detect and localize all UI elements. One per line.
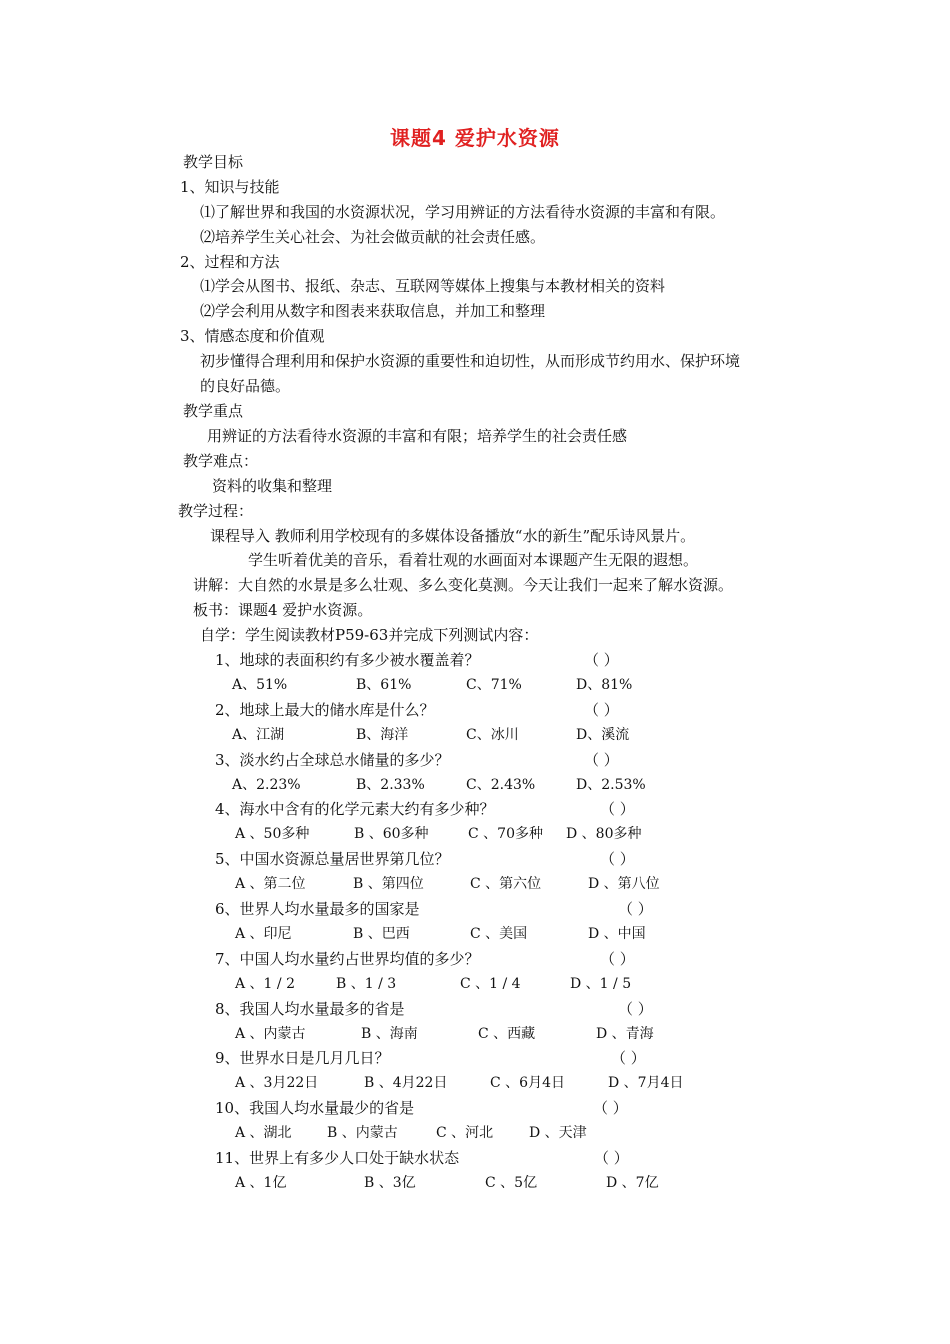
question-8-answer-blank: （ ）: [618, 1000, 653, 1018]
question-3-option-a: A、2.23%: [232, 777, 301, 793]
question-6-option-d: D 、中国: [588, 926, 646, 942]
question-9-option-b: B 、4月22日: [364, 1075, 448, 1091]
key-points-text: 用辨证的方法看待水资源的丰富和有限；培养学生的社会责任感: [207, 427, 628, 445]
question-11-option-d: D 、7亿: [606, 1175, 659, 1191]
question-4-option-d: D 、80多种: [566, 826, 642, 842]
question-8-option-b: B 、海南: [361, 1026, 418, 1042]
question-2-text: 2、地球上最大的储水库是什么？: [215, 701, 435, 719]
question-1-option-c: C、71%: [466, 677, 522, 693]
question-1-answer-blank: （ ）: [584, 651, 619, 669]
question-4-answer-blank: （ ）: [600, 800, 635, 818]
section-3-text-line-2: 的良好品德。: [200, 377, 291, 395]
question-2-option-d: D、溪流: [576, 727, 630, 743]
question-9-option-a: A 、3月22日: [235, 1075, 319, 1091]
question-11-text: 11、世界上有多少人口处于缺水状态: [215, 1149, 460, 1167]
section-1-item-1: ⑴了解世界和我国的水资源状况，学习用辨证的方法看待水资源的丰富和有限。: [200, 203, 726, 221]
question-1-option-b: B、61%: [356, 677, 412, 693]
question-7-option-d: D 、1 / 5: [570, 976, 632, 992]
question-4-option-c: C 、70多种: [468, 826, 543, 842]
question-1-option-d: D、81%: [576, 677, 633, 693]
question-11-answer-blank: （ ）: [594, 1149, 629, 1167]
question-9-text: 9、世界水日是几月几日？: [215, 1049, 390, 1067]
section-3-heading: 3、情感态度和价值观: [180, 327, 325, 345]
question-3-option-b: B、2.33%: [356, 777, 425, 793]
section-2-item-2: ⑵学会利用从数字和图表来获取信息，并加工和整理: [200, 302, 546, 320]
question-4-option-b: B 、60多种: [354, 826, 429, 842]
question-3-answer-blank: （ ）: [584, 751, 619, 769]
question-8-option-a: A 、内蒙古: [235, 1026, 306, 1042]
question-4-option-a: A 、50多种: [235, 826, 310, 842]
question-8-option-c: C 、西藏: [478, 1026, 536, 1042]
question-10-option-b: B 、内蒙古: [327, 1125, 398, 1141]
question-2-option-c: C、冰川: [466, 727, 519, 743]
question-9-option-d: D 、7月4日: [608, 1075, 684, 1091]
question-2-option-a: A、江湖: [232, 727, 285, 743]
section-2-item-1: ⑴学会从图书、报纸、杂志、互联网等媒体上搜集与本教材相关的资料: [200, 277, 666, 295]
question-10-option-a: A 、湖北: [235, 1125, 292, 1141]
question-5-text: 5、中国水资源总量居世界第几位？: [215, 850, 450, 868]
process-board: 板书：课题4 爱护水资源。: [193, 601, 373, 619]
question-10-text: 10、我国人均水量最少的省是: [215, 1099, 415, 1117]
section-2-heading: 2、过程和方法: [180, 253, 280, 271]
section-1-heading: 1、知识与技能: [180, 178, 280, 196]
question-5-option-a: A 、第二位: [235, 876, 306, 892]
question-1-option-a: A、51%: [232, 677, 288, 693]
question-3-text: 3、淡水约占全球总水储量的多少？: [215, 751, 450, 769]
question-10-answer-blank: （ ）: [593, 1099, 628, 1117]
difficulty-heading: 教学难点：: [183, 452, 259, 470]
question-2-option-b: B、海洋: [356, 727, 409, 743]
question-11-option-b: B 、3亿: [364, 1175, 416, 1191]
question-6-option-c: C 、美国: [470, 926, 528, 942]
question-1-text: 1、地球的表面积约有多少被水覆盖着？: [215, 651, 480, 669]
question-7-option-c: C 、1 / 4: [460, 976, 521, 992]
question-8-option-d: D 、青海: [596, 1026, 654, 1042]
objectives-heading: 教学目标: [183, 153, 244, 171]
question-3-option-c: C、2.43%: [466, 777, 536, 793]
question-11-option-a: A 、1亿: [235, 1175, 287, 1191]
process-intro-line-1: 课程导入 教师利用学校现有的多媒体设备播放“水的新生”配乐诗风景片。: [210, 527, 696, 545]
question-5-option-c: C 、第六位: [470, 876, 542, 892]
question-10-option-c: C 、河北: [436, 1125, 494, 1141]
question-3-option-d: D、2.53%: [576, 777, 646, 793]
question-7-answer-blank: （ ）: [600, 950, 635, 968]
question-10-option-d: D 、天津: [529, 1125, 587, 1141]
process-self-study: 自学：学生阅读教材P59-63并完成下列测试内容：: [200, 626, 539, 644]
question-6-answer-blank: （ ）: [618, 900, 653, 918]
question-6-option-a: A 、印尼: [235, 926, 292, 942]
question-8-text: 8、我国人均水量最多的省是: [215, 1000, 405, 1018]
question-5-answer-blank: （ ）: [600, 850, 635, 868]
question-7-text: 7、中国人均水量约占世界均值的多少？: [215, 950, 480, 968]
section-1-item-2: ⑵培养学生关心社会、为社会做贡献的社会责任感。: [200, 228, 546, 246]
process-intro-line-2: 学生听着优美的音乐，看着壮观的水画面对本课题产生无限的遐想。: [248, 551, 699, 569]
section-3-text-line-1: 初步懂得合理利用和保护水资源的重要性和迫切性，从而形成节约用水、保护环境: [200, 352, 741, 370]
question-5-option-d: D 、第八位: [588, 876, 660, 892]
question-5-option-b: B 、第四位: [353, 876, 424, 892]
key-points-heading: 教学重点: [183, 402, 244, 420]
process-lecture: 讲解：大自然的水景是多么壮观、多么变化莫测。今天让我们一起来了解水资源。: [193, 576, 734, 594]
question-6-option-b: B 、巴西: [353, 926, 410, 942]
question-11-option-c: C 、5亿: [485, 1175, 538, 1191]
question-7-option-b: B 、1 / 3: [336, 976, 397, 992]
question-4-text: 4、海水中含有的化学元素大约有多少种？: [215, 800, 495, 818]
question-6-text: 6、世界人均水量最多的国家是: [215, 900, 420, 918]
question-9-option-c: C 、6月4日: [490, 1075, 565, 1091]
process-heading: 教学过程：: [178, 502, 254, 520]
document-title: 课题4 爱护水资源: [390, 126, 560, 150]
question-2-answer-blank: （ ）: [584, 701, 619, 719]
question-7-option-a: A 、1 / 2: [235, 976, 295, 992]
difficulty-text: 资料的收集和整理: [212, 477, 333, 495]
question-9-answer-blank: （ ）: [611, 1049, 646, 1067]
